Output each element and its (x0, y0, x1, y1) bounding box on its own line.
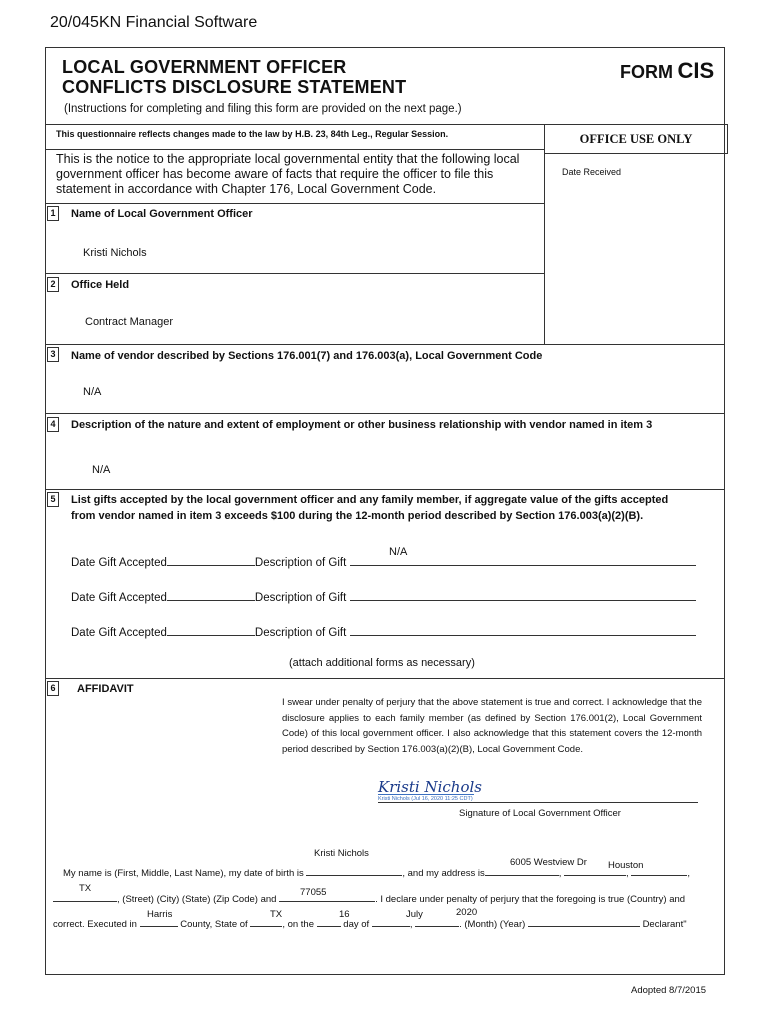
declaration-line-3: correct. Executed in County, State of , on the day of , . (Month) (Year) Declarant" (53, 914, 687, 930)
gift-row-1 (71, 553, 696, 569)
divider (45, 124, 545, 125)
section-5-label-line-1: List gifts accepted by the local government officer and any family member, if aggregate value of the gifts accepted (71, 494, 669, 506)
year-value[interactable]: 2020 (456, 907, 478, 918)
adopted-date: Adopted 8/7/2015 (631, 985, 707, 996)
section-5-label (71, 492, 668, 524)
affidavit-heading: AFFIDAVIT (77, 683, 134, 695)
section-2-number: 2 (47, 277, 59, 292)
signature-field[interactable]: Kristi Nichols (378, 778, 482, 796)
form-id (620, 58, 714, 84)
signature-meta: Kristi Nichols (Jul 16, 2020 11:25 CDT) (378, 796, 473, 802)
date-gift-accepted-label: Date Gift Accepted (71, 557, 167, 569)
office-use-only-header: OFFICE USE ONLY (544, 124, 728, 154)
section-3-number: 3 (47, 347, 59, 362)
month-field[interactable] (372, 914, 410, 927)
declaration-text: day of (343, 919, 370, 930)
declaration-text: , on the (282, 919, 315, 930)
gift-row-3 (71, 623, 696, 639)
gift-1-description-value[interactable]: N/A (389, 546, 408, 558)
affidavit-text: I swear under penalty of perjury that the above statement is true and correct. I acknowledge that the disclosure applies to each family member (as defined by Section 176.001(2), Local Government Code) of this local government officer. I also acknowledge that this statement covers the 12-month period described by Section 176.003(a)(2)(B), Local Government Code. (282, 697, 702, 755)
description-of-gift-label: Description of Gift (254, 592, 347, 604)
date-gift-accepted-label: Date Gift Accepted (71, 627, 167, 639)
title-line-2: CONFLICTS DISCLOSURE STATEMENT (62, 77, 407, 97)
country-field[interactable] (528, 914, 640, 927)
gift-2-date-field[interactable] (167, 588, 255, 601)
state-field[interactable] (53, 889, 117, 902)
city-value[interactable]: Houston (608, 860, 644, 871)
section-4-label: Description of the nature and extent of employment or other business relationship with vendor named in item 3 (71, 419, 653, 431)
county-value[interactable]: Harris (147, 909, 173, 920)
section-3-label: Name of vendor described by Sections 176.001(7) and 176.003(a), Local Government Code (71, 350, 543, 362)
divider (45, 344, 725, 345)
section-4-number: 4 (47, 417, 59, 432)
zip-value[interactable]: 77055 (300, 887, 327, 898)
notice-text: This is the notice to the appropriate local governmental entity that the following local government officer has become aware of facts that require the officer to file this statement in accordance with Chapter 176, Local Government Code. (56, 152, 520, 196)
section-6-number: 6 (47, 681, 59, 696)
zip-field[interactable] (279, 889, 375, 902)
exec-state-value[interactable]: TX (270, 909, 283, 920)
day-value[interactable]: 16 (339, 909, 350, 920)
month-value[interactable]: July (406, 909, 423, 920)
date-received-label: Date Received (562, 167, 622, 177)
software-header: 20/045KN Financial Software (50, 14, 258, 31)
divider (45, 413, 725, 414)
declaration-text: , (Street) (City) (State) (Zip Code) and (117, 894, 277, 905)
declaration-text: . I declare under penalty of perjury that the foregoing is true (Country) and (375, 894, 686, 905)
declaration-text: My name is (First, Middle, Last Name), my date of birth is (63, 868, 304, 879)
divider (45, 678, 725, 679)
officer-name-field[interactable]: Kristi Nichols (83, 247, 147, 259)
attach-note: (attach additional forms as necessary) (289, 657, 475, 669)
title-line-1: LOCAL GOVERNMENT OFFICER (62, 57, 347, 77)
questionnaire-note: This questionnaire reflects changes made to the law by H.B. 23, 84th Leg., Regular Session. (56, 129, 449, 139)
form-title (62, 57, 406, 97)
street-value[interactable]: 6005 Westview Dr (510, 857, 587, 868)
gift-3-date-field[interactable] (167, 623, 255, 636)
section-2-label: Office Held (71, 279, 130, 291)
declaration-line-1: My name is (First, Middle, Last Name), my date of birth is , and my address is , , , (63, 863, 690, 879)
declaration-text: correct. Executed in (53, 919, 137, 930)
declaration-text: County, State of (180, 919, 248, 930)
description-of-gift-label: Description of Gift (254, 557, 347, 569)
declaration-line-2 (53, 889, 685, 905)
divider (45, 273, 545, 274)
divider (45, 489, 725, 490)
office-held-field[interactable]: Contract Manager (85, 316, 174, 328)
signature-caption: Signature of Local Government Officer (459, 808, 621, 819)
date-gift-accepted-label: Date Gift Accepted (71, 592, 167, 604)
divider (45, 203, 545, 204)
form-code: CIS (677, 58, 715, 83)
description-of-gift-label: Description of Gift (254, 627, 347, 639)
declaration-text: . (Month) (Year) (459, 919, 526, 930)
date-of-birth-field[interactable] (306, 863, 402, 876)
gift-3-description-field[interactable] (350, 623, 696, 636)
gift-1-description-field[interactable] (350, 553, 696, 566)
form-label: FORM (620, 62, 673, 82)
declaration-text: Declarant" (642, 919, 687, 930)
declaration-text: , and my address is (402, 868, 485, 879)
declarant-name-value[interactable]: Kristi Nichols (314, 848, 369, 859)
gift-row-2 (71, 588, 696, 604)
relationship-field[interactable]: N/A (92, 464, 111, 476)
vendor-name-field[interactable]: N/A (83, 386, 102, 398)
divider (45, 149, 545, 150)
instructions-note: (Instructions for completing and filing this form are provided on the next page.) (64, 103, 462, 115)
office-box-left-border (544, 154, 545, 345)
gift-1-date-field[interactable] (167, 553, 255, 566)
signature-line (378, 802, 698, 803)
signature-underline-blue (378, 794, 474, 795)
section-1-number: 1 (47, 206, 59, 221)
section-5-number: 5 (47, 492, 59, 507)
gift-2-description-field[interactable] (350, 588, 696, 601)
section-1-label: Name of Local Government Officer (71, 208, 253, 220)
state-value[interactable]: TX (79, 883, 92, 894)
section-5-label-line-2: from vendor named in item 3 exceeds $100 during the 12-month period described by Section 176.003(a)(2)(B). (71, 510, 644, 522)
day-field[interactable] (317, 914, 341, 927)
